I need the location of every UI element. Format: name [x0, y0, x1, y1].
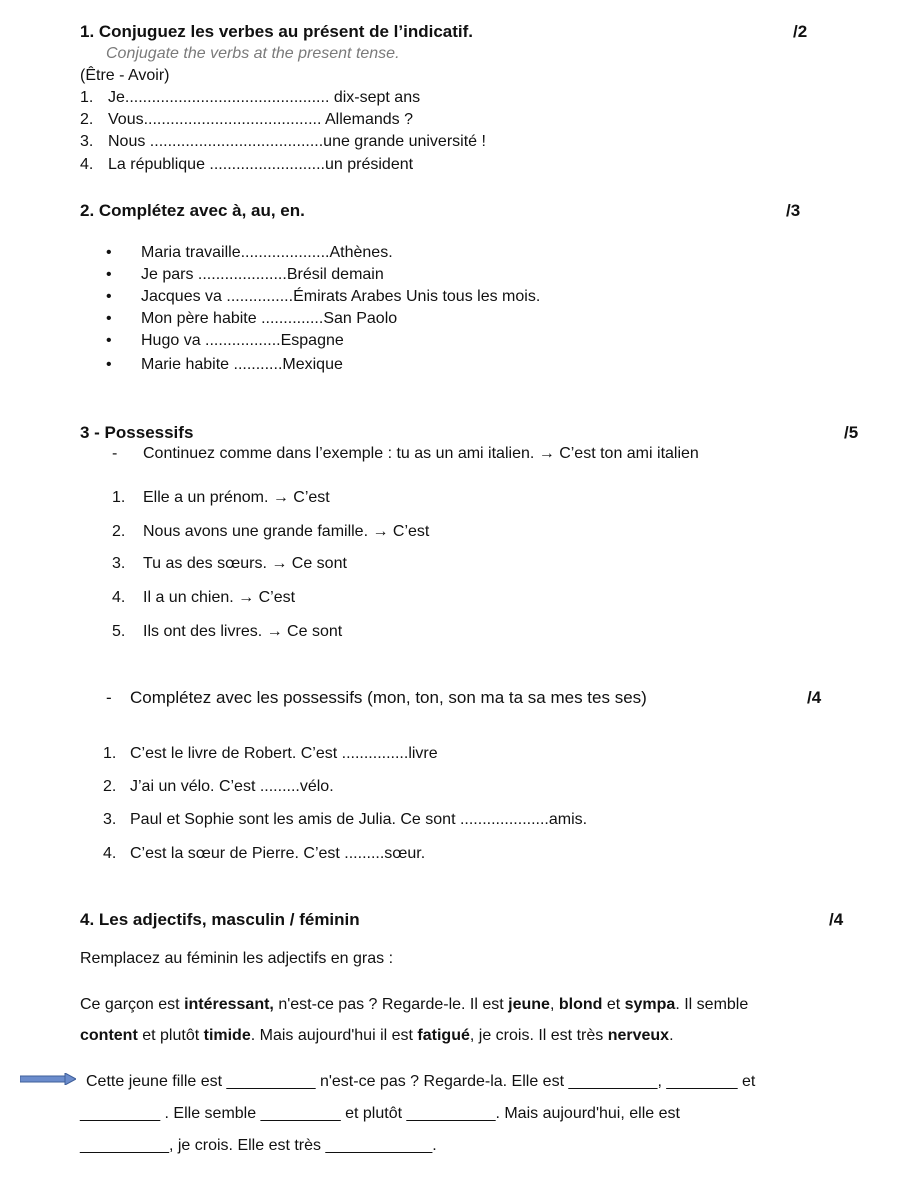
list-item — [80, 133, 486, 151]
item-text: J’ai un vélo. C’est .........vélo. — [130, 778, 334, 795]
bold-adjective: blond — [558, 996, 603, 1013]
list-item — [112, 623, 342, 641]
item-text: La république ..........................un président — [108, 156, 414, 173]
item-number: 4. — [80, 156, 94, 173]
bullet-icon: • — [106, 244, 112, 261]
item-number: 3. — [112, 555, 126, 572]
item-text: Nous .......................................une grande université ! — [108, 133, 486, 150]
item-number: 3. — [103, 811, 117, 828]
bold-adjective: content — [80, 1027, 138, 1044]
list-item: Hugo va .................Espagne — [141, 332, 344, 349]
list-item — [80, 111, 413, 129]
item-number: 2. — [103, 778, 117, 795]
item-text: Tu as des sœurs. → Ce sont — [143, 555, 347, 572]
paragraph-text: , — [549, 996, 559, 1013]
paragraph-text: et plutôt — [137, 1027, 204, 1044]
section1-subtitle: Conjugate the verbs at the present tense. — [106, 45, 400, 62]
section4-score: /4 — [829, 910, 844, 929]
section4-instruction: Remplacez au féminin les adjectifs en gras : — [80, 950, 394, 967]
item-text: Paul et Sophie sont les amis de Julia. Ce sont ....................amis. — [130, 811, 588, 828]
list-item — [103, 745, 438, 763]
section4-title: 4. Les adjectifs, masculin / féminin — [80, 910, 360, 929]
list-item: Marie habite ...........Mexique — [141, 356, 343, 373]
bold-adjective: nerveux — [607, 1027, 670, 1044]
item-number: 2. — [112, 523, 126, 540]
item-number: 1. — [112, 489, 126, 506]
item-text: Elle a un prénom. → C’est — [143, 489, 330, 506]
item-text: Ils ont des livres. → Ce sont — [143, 623, 343, 640]
list-item — [103, 778, 334, 796]
item-number: 3. — [80, 133, 94, 150]
bold-adjective: intéressant, — [184, 996, 274, 1013]
section3-title: 3 - Possessifs — [80, 423, 194, 442]
section3-score: /5 — [844, 423, 859, 442]
item-number: 1. — [80, 89, 94, 106]
list-item — [103, 811, 587, 829]
item-number: 4. — [112, 589, 126, 606]
bold-adjective: fatigué — [417, 1027, 470, 1044]
instruction-b: Complétez avec les possessifs (mon, ton, son ma ta sa mes tes ses) — [130, 688, 647, 707]
list-item: Maria travaille....................Athènes. — [141, 244, 393, 261]
list-item — [103, 845, 425, 863]
bold-adjective: jeune — [508, 996, 550, 1013]
paragraph-text: Ce garçon est — [80, 996, 185, 1013]
exercise-line-1: Cette jeune fille est __________ n'est-ce pas ? Regarde-la. Elle est __________, ________ et — [86, 1073, 756, 1090]
item-text: C’est la sœur de Pierre. C’est .........sœur. — [130, 845, 426, 862]
right-arrow-icon — [20, 1073, 76, 1085]
dash-marker: - — [106, 688, 112, 707]
paragraph-text: . Mais aujourd'hui il est — [250, 1027, 418, 1044]
bullet-icon: • — [106, 266, 112, 283]
paragraph-text: , je crois. Il est très — [469, 1027, 608, 1044]
list-item: Jacques va ...............Émirats Arabes Unis tous les mois. — [141, 288, 541, 305]
exercise-line-3: __________, je crois. Elle est très ____________. — [80, 1137, 437, 1154]
paragraph-text: . — [669, 1027, 674, 1044]
list-item: Mon père habite ..............San Paolo — [141, 310, 398, 327]
paragraph-text: . Il semble — [675, 996, 749, 1013]
list-item: Je pars ....................Brésil demain — [141, 266, 384, 283]
paragraph-text: n'est-ce pas ? Regarde-le. Il est — [273, 996, 509, 1013]
bullet-icon: • — [106, 356, 112, 373]
item-number: 2. — [80, 111, 94, 128]
paragraph-line-2 — [80, 1027, 674, 1045]
paragraph-text: et — [602, 996, 625, 1013]
item-number: 5. — [112, 623, 126, 640]
list-item — [112, 489, 330, 507]
item-number: 1. — [103, 745, 117, 762]
bullet-icon: • — [106, 288, 112, 305]
item-text: Vous........................................ Allemands ? — [108, 111, 414, 128]
section2-score: /3 — [786, 201, 801, 220]
bold-adjective: sympa — [624, 996, 676, 1013]
section1-title: 1. Conjuguez les verbes au présent de l’indicatif. — [80, 22, 473, 41]
instruction-a: Continuez comme dans l’exemple : tu as un ami italien. → C’est ton ami italien — [143, 445, 699, 462]
list-item — [112, 555, 347, 573]
item-number: 4. — [103, 845, 117, 862]
exercise-line-2: _________ . Elle semble _________ et plutôt __________. Mais aujourd'hui, elle est — [80, 1105, 680, 1122]
item-text: Il a un chien. → C’est — [143, 589, 296, 606]
item-text: Je.............................................. dix-sept ans — [108, 89, 421, 106]
dash-marker: - — [112, 445, 118, 462]
list-item — [80, 156, 413, 174]
list-item — [80, 89, 420, 107]
list-item — [112, 589, 295, 607]
item-text: C’est le livre de Robert. C’est ...............livre — [130, 745, 438, 762]
bullet-icon: • — [106, 310, 112, 327]
bold-adjective: timide — [203, 1027, 251, 1044]
section1-verbs: (Être - Avoir) — [80, 67, 170, 84]
list-item — [112, 523, 429, 541]
paragraph-line-1 — [80, 996, 748, 1014]
section1-score: /2 — [793, 22, 808, 41]
section2-title: 2. Complétez avec à, au, en. — [80, 201, 305, 220]
bullet-icon: • — [106, 332, 112, 349]
instruction-b-score: /4 — [807, 688, 822, 707]
item-text: Nous avons une grande famille. → C’est — [143, 523, 430, 540]
